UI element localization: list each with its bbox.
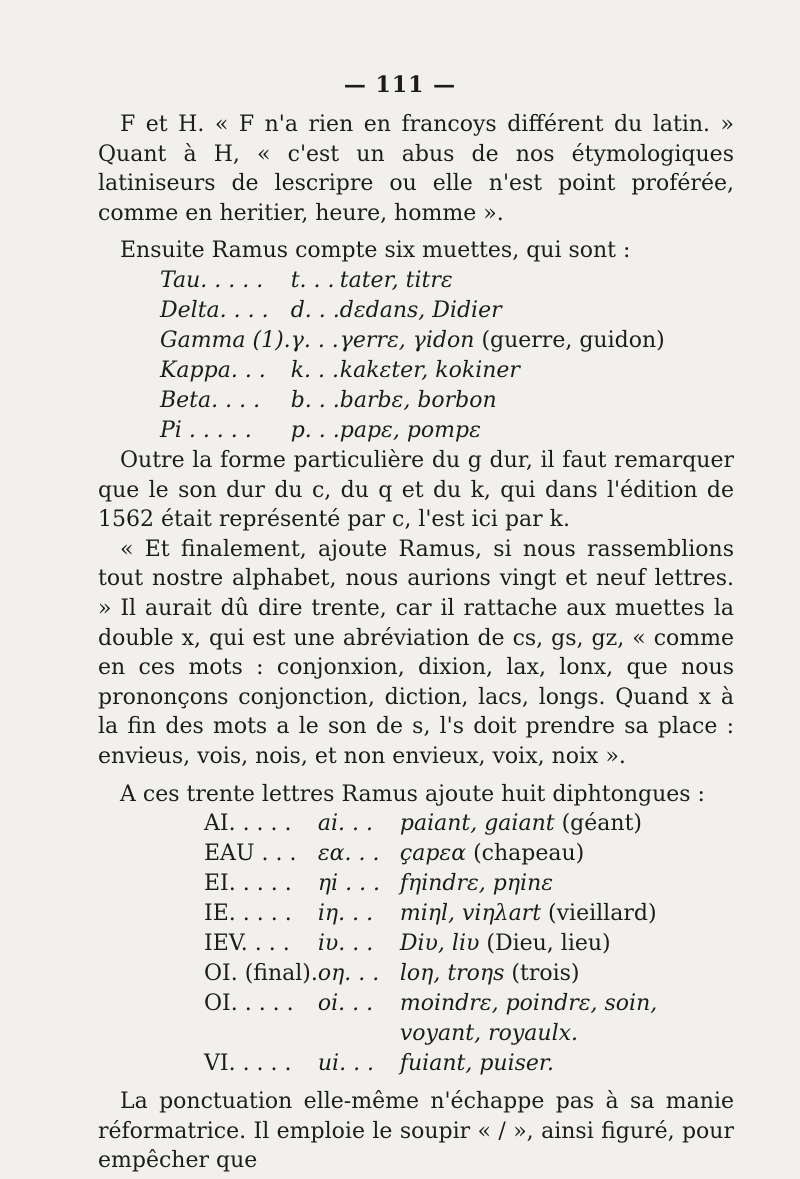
diphtongue-row-name: EAU . . . bbox=[204, 841, 297, 867]
muette-row bbox=[160, 296, 665, 326]
diphtongue-row bbox=[204, 869, 657, 899]
muette-row-sign: b. . . bbox=[290, 387, 340, 413]
diphtongue-row-name: OI. . . . . bbox=[204, 991, 294, 1017]
muette-row-name: Delta. . . . bbox=[160, 297, 269, 323]
diphtongue-row-gloss: (géant) bbox=[561, 811, 642, 837]
diphtongue-row-sign: iυ. . . bbox=[317, 931, 374, 957]
muette-row bbox=[160, 356, 665, 386]
muette-row-examples: γerrɛ, γidon bbox=[339, 327, 475, 353]
muette-row-examples: tater, titrɛ bbox=[339, 267, 453, 293]
diphtongue-row-gloss: (vieillard) bbox=[548, 901, 657, 927]
diphtongue-row-gloss: (Dieu, lieu) bbox=[486, 931, 611, 957]
diphtongue-row bbox=[204, 839, 657, 869]
diphtongue-row-examples: fuiant, puiser. bbox=[399, 1051, 555, 1077]
muette-row-name: Kappa. . . bbox=[160, 357, 266, 383]
diphtongue-row bbox=[204, 899, 657, 929]
diphtongue-row-examples: paiant, gaiant bbox=[399, 811, 555, 837]
paragraph-alphabet: « Et finalement, ajoute Ramus, si nous rassemblions tout nostre alphabet, nous aurions vingt et neuf lettres. » Il aurait dû dire trente, car il rattache aux muettes la double x, qui est une abréviation de cs, gs, gz, « comme en ces mots : conjonxion, dixion, lax, lonx, que nous prononçons conjonction, diction, lacs, longs. Quand x à la fin des mots a le son de s, l's doit prendre sa place : envieus, vois, nois, et non envieux, voix, noix ». bbox=[98, 536, 734, 769]
diphtongue-row-examples: loη, troηs bbox=[399, 961, 505, 987]
muette-row bbox=[160, 386, 665, 416]
diphtongue-row-examples: çapɛα bbox=[399, 841, 467, 867]
paragraph-ponctuation: La ponctuation elle-même n'échappe pas à sa manie réformatrice. Il emploie le soupir « / », ainsi figuré, pour empêcher que bbox=[98, 1089, 734, 1174]
diphtongue-row-name: IEV. . . . bbox=[204, 931, 290, 957]
diphtongue-row-examples: Diυ, liυ bbox=[399, 931, 480, 957]
body-text bbox=[98, 110, 734, 1176]
diphtongue-row-sign: oi. . . bbox=[317, 991, 374, 1017]
muette-row-name: Pi . . . . . bbox=[160, 417, 252, 443]
muette-row-name: Tau. . . . . bbox=[160, 267, 264, 293]
diphtongue-row-sign: iη. . . bbox=[317, 901, 374, 927]
muette-row bbox=[160, 266, 665, 296]
muette-row-sign: γ. . . bbox=[290, 327, 339, 353]
paragraph-muettes-intro: Ensuite Ramus compte six muettes, qui sont : bbox=[120, 238, 631, 264]
diphtongue-row-name: IE. . . . . bbox=[204, 901, 292, 927]
diphtongues-table bbox=[204, 809, 657, 1079]
muettes-table bbox=[160, 266, 665, 446]
diphtongue-row-sign: oη. . . bbox=[317, 961, 380, 987]
muette-row-name: Beta. . . . bbox=[160, 387, 261, 413]
diphtongue-row-gloss: (trois) bbox=[511, 961, 580, 987]
muette-row-examples: papɛ, pompɛ bbox=[339, 417, 481, 443]
diphtongue-row-examples: moindrɛ, poindrɛ, soin, bbox=[399, 991, 658, 1017]
diphtongue-row-examples: miηl, viηλart bbox=[399, 901, 542, 927]
diphtongue-row bbox=[204, 1049, 657, 1079]
muette-row-sign: p. . . bbox=[290, 417, 340, 443]
paragraph-f-et-h: F et H. « F n'a rien en francoys différent du latin. » Quant à H, « c'est un abus de nos étymologiques latiniseurs de lescripre ou elle n'est point proférée, comme en heritier, heure, homme ». bbox=[98, 112, 734, 226]
diphtongue-row-sign: ηi . . . bbox=[317, 871, 381, 897]
diphtongue-row-name: AI. . . . . bbox=[204, 811, 292, 837]
muette-row-name: Gamma (1). bbox=[160, 327, 291, 353]
muette-row-examples: dɛdans, Didier bbox=[339, 297, 502, 323]
diphtongue-row-examples: fηindrɛ, pηinɛ bbox=[399, 871, 554, 897]
diphtongue-row bbox=[204, 989, 657, 1019]
diphtongue-row-name: VI. . . . . bbox=[204, 1051, 292, 1077]
muette-row bbox=[160, 416, 665, 446]
diphtongue-row-name: EI. . . . . bbox=[204, 871, 292, 897]
muette-row-sign: t. . . bbox=[290, 267, 335, 293]
diphtongue-row-examples: voyant, royaulx. bbox=[399, 1021, 579, 1047]
muette-row-sign: k. . . bbox=[290, 357, 339, 383]
diphtongue-row bbox=[204, 959, 657, 989]
diphtongue-row-sign: ɛα. . . bbox=[317, 841, 380, 867]
muette-row-examples: kakɛter, kokiner bbox=[339, 357, 520, 383]
diphtongue-row-sign: ui. . . bbox=[317, 1051, 375, 1077]
diphtongue-row bbox=[204, 1019, 657, 1049]
paragraph-g-dur: Outre la forme particulière du g dur, il faut remarquer que le son dur du c, du q et du k, qui dans l'édition de 1562 était représenté par c, l'est ici par k. bbox=[98, 447, 734, 533]
muette-row-examples: barbɛ, borbon bbox=[339, 387, 497, 413]
paragraph-diphtongues-intro: A ces trente lettres Ramus ajoute huit diphtongues : bbox=[120, 781, 705, 807]
page-number: — 111 — bbox=[343, 72, 457, 98]
muette-row-sign: d. . . bbox=[290, 297, 340, 323]
diphtongue-row-name: OI. (final). bbox=[204, 961, 318, 987]
diphtongue-row-sign: ai. . . bbox=[317, 811, 373, 837]
muette-row-gloss: (guerre, guidon) bbox=[481, 327, 665, 353]
diphtongue-row bbox=[204, 809, 657, 839]
diphtongue-row-gloss: (chapeau) bbox=[473, 841, 585, 867]
muette-row bbox=[160, 326, 665, 356]
diphtongue-row bbox=[204, 929, 657, 959]
